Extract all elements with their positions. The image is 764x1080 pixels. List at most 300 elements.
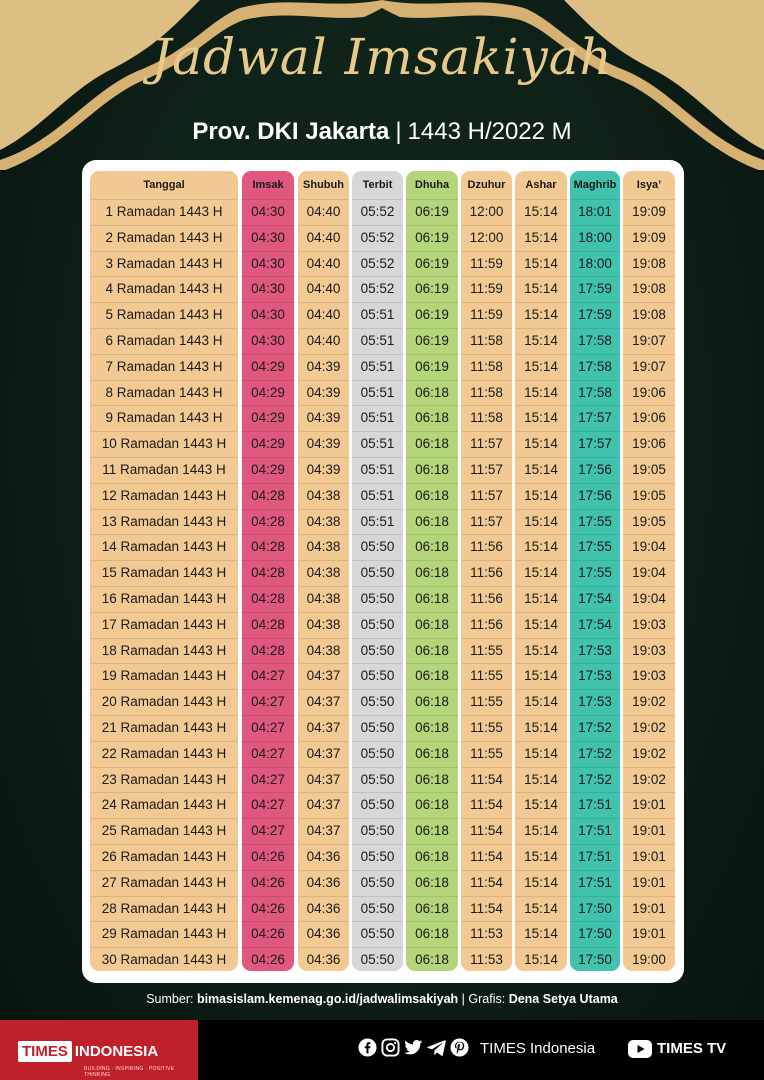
cell-dzuhur: 11:54: [470, 874, 503, 890]
cell-dzuhur: 11:58: [470, 333, 503, 348]
telegram-icon[interactable]: [427, 1038, 446, 1057]
instagram-icon[interactable]: [381, 1038, 400, 1057]
cell-isya: 19:02: [632, 771, 666, 787]
cell-maghrib: 17:56: [578, 462, 612, 477]
cell-shubuh: 04:40: [306, 229, 341, 245]
cell-shubuh: 04:37: [306, 771, 341, 787]
cell-ashar: 15:14: [524, 358, 558, 374]
cell-shubuh: 04:40: [306, 307, 341, 323]
cell-dzuhur: 11:58: [470, 410, 503, 426]
cell-maghrib: 17:55: [578, 513, 612, 529]
cell-imsak: 04:26: [251, 900, 285, 916]
cell-ashar: 15:14: [524, 952, 558, 968]
cell-maghrib: 17:50: [578, 952, 612, 968]
logo-indonesia: INDONESIA: [74, 1042, 159, 1060]
cell-maghrib: 17:53: [578, 668, 612, 684]
cell-terbit: 05:51: [360, 410, 395, 426]
cell-terbit: 05:50: [360, 668, 395, 684]
cell-shubuh: 04:39: [306, 436, 341, 452]
cell-terbit: 05:50: [360, 900, 395, 916]
cell-dhuha: 06:18: [415, 849, 449, 864]
cell-shubuh: 04:36: [306, 849, 341, 864]
cell-ashar: 15:14: [524, 281, 558, 297]
cell-dzuhur: 11:56: [470, 616, 503, 632]
cell-imsak: 04:28: [251, 591, 285, 606]
twitter-icon[interactable]: [404, 1038, 423, 1057]
cell-isya: 19:07: [632, 333, 666, 348]
cell-isya: 19:01: [632, 926, 666, 942]
cell-imsak: 04:29: [251, 358, 285, 374]
cell-shubuh: 04:38: [306, 616, 341, 632]
cell-maghrib: 17:57: [578, 410, 612, 426]
cell-ashar: 15:14: [524, 745, 558, 761]
cell-imsak: 04:28: [251, 642, 285, 658]
cell-ashar: 15:14: [524, 797, 558, 813]
cell-maghrib: 17:52: [578, 771, 612, 787]
brand-logo-box[interactable]: [0, 1020, 198, 1080]
cell-maghrib: 17:50: [578, 900, 612, 916]
cell-dzuhur: 12:00: [469, 229, 504, 245]
cell-dzuhur: 11:55: [470, 745, 503, 761]
cell-ashar: 15:14: [524, 229, 558, 245]
cell-terbit: 05:50: [360, 874, 395, 890]
cell-dhuha: 06:18: [415, 642, 449, 658]
cell-shubuh: 04:36: [306, 900, 341, 916]
cell-imsak: 04:27: [251, 745, 285, 761]
cell-ashar: 15:14: [524, 926, 558, 942]
cell-shubuh: 04:36: [306, 952, 341, 968]
cell-isya: 19:07: [632, 358, 666, 374]
cell-shubuh: 04:38: [306, 642, 341, 658]
cell-shubuh: 04:37: [306, 745, 341, 761]
cell-dhuha: 06:18: [415, 952, 449, 968]
cell-dzuhur: 11:55: [470, 668, 503, 684]
cell-tanggal: 8 Ramadan 1443 H: [105, 384, 223, 400]
brand-tagline: BUILDING · INSPIRING · POSITIVE THINKING: [84, 1066, 175, 1078]
cell-terbit: 05:51: [360, 436, 395, 452]
cell-imsak: 04:26: [251, 952, 285, 968]
cell-shubuh: 04:36: [306, 874, 341, 890]
cell-dhuha: 06:18: [415, 926, 449, 942]
cell-maghrib: 17:53: [578, 642, 612, 658]
cell-isya: 19:04: [632, 539, 666, 555]
cell-terbit: 05:50: [360, 771, 395, 787]
cell-ashar: 15:14: [524, 307, 558, 323]
cell-maghrib: 17:58: [578, 358, 612, 374]
cell-maghrib: 17:52: [578, 745, 612, 761]
cell-tanggal: 11 Ramadan 1443 H: [102, 462, 226, 477]
cell-imsak: 04:27: [251, 823, 285, 839]
column-shubuh: [298, 171, 349, 971]
cell-isya: 19:03: [632, 668, 666, 684]
cell-tanggal: 5 Ramadan 1443 H: [105, 307, 223, 323]
cell-dzuhur: 11:56: [470, 539, 503, 555]
pinterest-icon[interactable]: [450, 1038, 469, 1057]
cell-dzuhur: 11:55: [470, 642, 503, 658]
cell-dzuhur: 11:54: [470, 849, 503, 864]
cell-dhuha: 06:18: [415, 771, 449, 787]
column-tanggal: [90, 171, 238, 971]
cell-terbit: 05:52: [360, 204, 395, 219]
cell-isya: 19:05: [632, 513, 666, 529]
cell-shubuh: 04:37: [306, 694, 341, 710]
cell-imsak: 04:26: [251, 874, 285, 890]
cell-imsak: 04:30: [251, 255, 285, 271]
cell-shubuh: 04:37: [306, 797, 341, 813]
cell-tanggal: 23 Ramadan 1443 H: [101, 771, 227, 787]
cell-tanggal: 19 Ramadan 1443 H: [101, 668, 227, 684]
cell-dhuha: 06:18: [415, 745, 449, 761]
cell-isya: 19:05: [632, 487, 666, 503]
column-ashar: [515, 171, 567, 971]
year-label: 1443 H/2022 M: [407, 118, 572, 145]
cell-dhuha: 06:19: [415, 204, 449, 219]
cell-shubuh: 04:40: [306, 255, 341, 271]
cell-tanggal: 1 Ramadan 1443 H: [105, 204, 223, 219]
cell-tanggal: 13 Ramadan 1443 H: [101, 513, 227, 529]
cell-isya: 19:05: [632, 462, 666, 477]
cell-dzuhur: 11:53: [470, 952, 503, 968]
cell-dhuha: 06:18: [415, 539, 449, 555]
header-dhuha: Dhuha: [414, 179, 450, 191]
cell-isya: 19:06: [632, 410, 666, 426]
cell-ashar: 15:14: [524, 591, 558, 606]
cell-maghrib: 18:01: [578, 204, 612, 219]
cell-ashar: 15:14: [524, 849, 558, 864]
cell-shubuh: 04:39: [306, 384, 341, 400]
cell-dhuha: 06:19: [415, 358, 449, 374]
youtube-icon[interactable]: [628, 1040, 652, 1058]
cell-dhuha: 06:18: [415, 384, 449, 400]
cell-isya: 19:02: [632, 694, 666, 710]
cell-imsak: 04:27: [251, 771, 285, 787]
cell-isya: 19:04: [632, 565, 666, 581]
cell-shubuh: 04:39: [306, 358, 341, 374]
cell-isya: 19:09: [632, 204, 666, 219]
cell-terbit: 05:51: [360, 462, 395, 477]
cell-dhuha: 06:18: [415, 668, 449, 684]
cell-isya: 19:06: [632, 436, 666, 452]
cell-terbit: 05:50: [360, 926, 395, 942]
cell-dhuha: 06:18: [415, 436, 449, 452]
cell-maghrib: 17:55: [578, 565, 612, 581]
cell-imsak: 04:30: [251, 333, 285, 348]
social-icons: [358, 1038, 469, 1057]
cell-dhuha: 06:19: [415, 255, 449, 271]
cell-dhuha: 06:18: [415, 410, 449, 426]
cell-maghrib: 17:54: [578, 616, 612, 632]
cell-terbit: 05:50: [360, 565, 395, 581]
cell-dzuhur: 11:58: [470, 384, 503, 400]
cell-isya: 19:02: [632, 745, 666, 761]
cell-ashar: 15:14: [524, 823, 558, 839]
cell-dhuha: 06:18: [415, 900, 449, 916]
cell-shubuh: 04:39: [306, 410, 341, 426]
cell-ashar: 15:14: [524, 204, 558, 219]
cell-isya: 19:08: [632, 281, 666, 297]
cell-tanggal: 29 Ramadan 1443 H: [101, 926, 227, 942]
times-tv-label[interactable]: TIMES TV: [657, 1040, 727, 1057]
cell-tanggal: 26 Ramadan 1443 H: [101, 849, 227, 864]
cell-dzuhur: 11:57: [470, 462, 503, 477]
column-imsak: [242, 171, 294, 971]
cell-isya: 19:01: [632, 849, 666, 864]
social-handle: TIMES Indonesia: [480, 1040, 596, 1057]
cell-tanggal: 21 Ramadan 1443 H: [101, 720, 227, 735]
header-ashar: Ashar: [525, 179, 557, 191]
header-terbit: Terbit: [362, 179, 393, 191]
cell-shubuh: 04:38: [306, 565, 341, 581]
cell-dhuha: 06:19: [415, 281, 449, 297]
cell-maghrib: 17:51: [578, 849, 612, 864]
cell-terbit: 05:51: [360, 384, 395, 400]
cell-dhuha: 06:18: [415, 720, 449, 735]
cell-dhuha: 06:18: [415, 797, 449, 813]
cell-isya: 19:00: [632, 952, 666, 968]
cell-tanggal: 28 Ramadan 1443 H: [101, 900, 227, 916]
cell-shubuh: 04:37: [306, 668, 341, 684]
cell-shubuh: 04:40: [306, 204, 341, 219]
cell-maghrib: 17:59: [578, 307, 612, 323]
cell-tanggal: 6 Ramadan 1443 H: [105, 333, 223, 348]
cell-tanggal: 7 Ramadan 1443 H: [105, 358, 223, 374]
column-isya: [623, 171, 675, 971]
cell-dhuha: 06:19: [415, 229, 449, 245]
cell-ashar: 15:14: [524, 255, 558, 271]
cell-tanggal: 12 Ramadan 1443 H: [101, 487, 227, 503]
column-dzuhur: [461, 171, 512, 971]
cell-dzuhur: 11:54: [470, 797, 503, 813]
cell-tanggal: 18 Ramadan 1443 H: [101, 642, 227, 658]
schedule-table: [82, 160, 684, 983]
cell-ashar: 15:14: [524, 462, 558, 477]
cell-tanggal: 9 Ramadan 1443 H: [105, 410, 223, 426]
cell-ashar: 15:14: [524, 874, 558, 890]
cell-imsak: 04:29: [251, 410, 285, 426]
cell-isya: 19:08: [632, 255, 666, 271]
cell-maghrib: 17:51: [578, 823, 612, 839]
cell-tanggal: 25 Ramadan 1443 H: [101, 823, 227, 839]
cell-dzuhur: 11:56: [470, 565, 503, 581]
cell-terbit: 05:51: [360, 487, 395, 503]
cell-ashar: 15:14: [524, 616, 558, 632]
cell-dzuhur: 11:56: [470, 591, 503, 606]
cell-dzuhur: 12:00: [469, 204, 504, 219]
cell-maghrib: 18:00: [578, 229, 612, 245]
cell-dhuha: 06:18: [415, 487, 449, 503]
cell-terbit: 05:50: [360, 797, 395, 813]
cell-ashar: 15:14: [524, 513, 558, 529]
cell-dhuha: 06:18: [415, 874, 449, 890]
cell-imsak: 04:28: [251, 539, 285, 555]
cell-ashar: 15:14: [524, 900, 558, 916]
column-dhuha: [406, 171, 458, 971]
province-label: Prov. DKI Jakarta: [192, 118, 390, 145]
cell-dhuha: 06:18: [415, 616, 449, 632]
source-link[interactable]: bimasislam.kemenag.go.id/jadwalimsakiyah: [196, 992, 459, 1006]
cell-ashar: 15:14: [524, 333, 558, 348]
cell-dhuha: 06:18: [415, 462, 449, 477]
credit-label: Grafis:: [468, 992, 506, 1006]
cell-maghrib: 17:52: [578, 720, 612, 735]
cell-imsak: 04:30: [251, 204, 285, 219]
cell-tanggal: 10 Ramadan 1443 H: [101, 436, 227, 452]
cell-tanggal: 14 Ramadan 1443 H: [101, 539, 227, 555]
cell-shubuh: 04:38: [306, 487, 341, 503]
column-maghrib: [570, 171, 620, 971]
cell-terbit: 05:50: [360, 539, 395, 555]
cell-isya: 19:03: [632, 642, 666, 658]
cell-terbit: 05:51: [360, 513, 395, 529]
cell-isya: 19:01: [632, 823, 666, 839]
cell-maghrib: 17:50: [578, 926, 612, 942]
cell-isya: 19:04: [632, 591, 666, 606]
cell-terbit: 05:50: [360, 952, 395, 968]
cell-ashar: 15:14: [524, 436, 558, 452]
subtitle-separator: |: [395, 118, 402, 145]
cell-terbit: 05:50: [360, 823, 395, 839]
cell-tanggal: 4 Ramadan 1443 H: [105, 281, 223, 297]
cell-terbit: 05:51: [360, 333, 395, 348]
cell-shubuh: 04:40: [306, 333, 341, 348]
cell-isya: 19:09: [632, 229, 666, 245]
cell-dhuha: 06:19: [415, 307, 449, 323]
cell-tanggal: 3 Ramadan 1443 H: [105, 255, 223, 271]
cell-maghrib: 17:51: [578, 797, 612, 813]
cell-dzuhur: 11:54: [470, 900, 503, 916]
footer-separator: |: [461, 992, 465, 1006]
cell-ashar: 15:14: [524, 410, 558, 426]
cell-imsak: 04:30: [251, 229, 285, 245]
facebook-icon[interactable]: [358, 1038, 377, 1057]
cell-dzuhur: 11:57: [470, 436, 503, 452]
cell-shubuh: 04:38: [306, 591, 341, 606]
cell-dhuha: 06:18: [415, 513, 449, 529]
times-indonesia-logo: [18, 1038, 158, 1064]
cell-imsak: 04:26: [251, 849, 285, 864]
cell-dhuha: 06:18: [415, 591, 449, 606]
cell-dhuha: 06:18: [415, 823, 449, 839]
cell-dzuhur: 11:55: [470, 720, 503, 735]
logo-times: TIMES: [18, 1041, 72, 1062]
cell-tanggal: 30 Ramadan 1443 H: [101, 952, 227, 968]
credit-name: Dena Setya Utama: [508, 992, 618, 1006]
cell-dzuhur: 11:58: [470, 358, 503, 374]
header-imsak: Imsak: [252, 179, 284, 191]
cell-maghrib: 17:57: [578, 436, 612, 452]
cell-terbit: 05:52: [360, 281, 395, 297]
cell-imsak: 04:27: [251, 720, 285, 735]
cell-terbit: 05:52: [360, 255, 395, 271]
cell-tanggal: 24 Ramadan 1443 H: [101, 797, 227, 813]
cell-shubuh: 04:39: [306, 462, 341, 477]
cell-ashar: 15:14: [524, 771, 558, 787]
cell-terbit: 05:50: [360, 745, 395, 761]
cell-ashar: 15:14: [524, 565, 558, 581]
header-isya: Isya’: [636, 179, 662, 191]
header-dzuhur: Dzuhur: [467, 179, 506, 191]
cell-imsak: 04:30: [251, 281, 285, 297]
cell-dhuha: 06:18: [415, 694, 449, 710]
cell-terbit: 05:50: [360, 849, 395, 864]
cell-imsak: 04:27: [251, 694, 285, 710]
cell-dhuha: 06:19: [415, 333, 449, 348]
cell-shubuh: 04:38: [306, 513, 341, 529]
cell-ashar: 15:14: [524, 668, 558, 684]
cell-terbit: 05:52: [360, 229, 395, 245]
cell-imsak: 04:29: [251, 436, 285, 452]
cell-tanggal: 2 Ramadan 1443 H: [105, 229, 223, 245]
page-subtitle: [0, 118, 764, 146]
cell-isya: 19:03: [632, 616, 666, 632]
cell-imsak: 04:28: [251, 616, 285, 632]
cell-imsak: 04:29: [251, 462, 285, 477]
cell-dzuhur: 11:54: [470, 771, 503, 787]
header-shubuh: Shubuh: [303, 179, 344, 191]
cell-maghrib: 17:51: [578, 874, 612, 890]
cell-isya: 19:02: [632, 720, 666, 735]
cell-terbit: 05:50: [360, 616, 395, 632]
cell-tanggal: 27 Ramadan 1443 H: [101, 874, 227, 890]
cell-tanggal: 15 Ramadan 1443 H: [101, 565, 227, 581]
cell-isya: 19:01: [632, 797, 666, 813]
cell-imsak: 04:28: [251, 513, 285, 529]
cell-ashar: 15:14: [524, 487, 558, 503]
cell-isya: 19:06: [632, 384, 666, 400]
cell-shubuh: 04:37: [306, 720, 341, 735]
cell-terbit: 05:50: [360, 642, 395, 658]
header-tanggal: Tanggal: [143, 179, 185, 191]
cell-shubuh: 04:38: [306, 539, 341, 555]
cell-dzuhur: 11:59: [470, 307, 503, 323]
cell-maghrib: 17:59: [578, 281, 612, 297]
cell-dzuhur: 11:57: [470, 487, 503, 503]
cell-imsak: 04:30: [251, 307, 285, 323]
cell-tanggal: 22 Ramadan 1443 H: [101, 745, 227, 761]
column-terbit: [352, 171, 403, 971]
cell-terbit: 05:50: [360, 694, 395, 710]
cell-imsak: 04:26: [251, 926, 285, 942]
cell-imsak: 04:27: [251, 668, 285, 684]
cell-terbit: 05:51: [360, 358, 395, 374]
source-label: Sumber:: [146, 992, 194, 1006]
source-credit: [0, 992, 764, 1006]
cell-ashar: 15:14: [524, 539, 558, 555]
cell-terbit: 05:50: [360, 591, 395, 606]
cell-shubuh: 04:36: [306, 926, 341, 942]
cell-maghrib: 17:55: [578, 539, 612, 555]
cell-tanggal: 16 Ramadan 1443 H: [101, 591, 227, 606]
cell-maghrib: 18:00: [578, 255, 612, 271]
cell-dzuhur: 11:55: [470, 694, 503, 710]
cell-terbit: 05:51: [360, 307, 395, 323]
cell-ashar: 15:14: [524, 694, 558, 710]
cell-terbit: 05:50: [360, 720, 395, 735]
cell-imsak: 04:28: [251, 565, 285, 581]
cell-dzuhur: 11:59: [470, 255, 503, 271]
cell-dzuhur: 11:59: [470, 281, 503, 297]
cell-isya: 19:01: [632, 874, 666, 890]
page-title: Jadwal Imsakiyah: [151, 28, 613, 86]
cell-maghrib: 17:58: [578, 333, 612, 348]
cell-imsak: 04:28: [251, 487, 285, 503]
cell-tanggal: 17 Ramadan 1443 H: [101, 616, 227, 632]
cell-ashar: 15:14: [524, 720, 558, 735]
cell-maghrib: 17:58: [578, 384, 612, 400]
cell-maghrib: 17:54: [578, 591, 612, 606]
cell-maghrib: 17:53: [578, 694, 612, 710]
cell-dzuhur: 11:57: [470, 513, 503, 529]
